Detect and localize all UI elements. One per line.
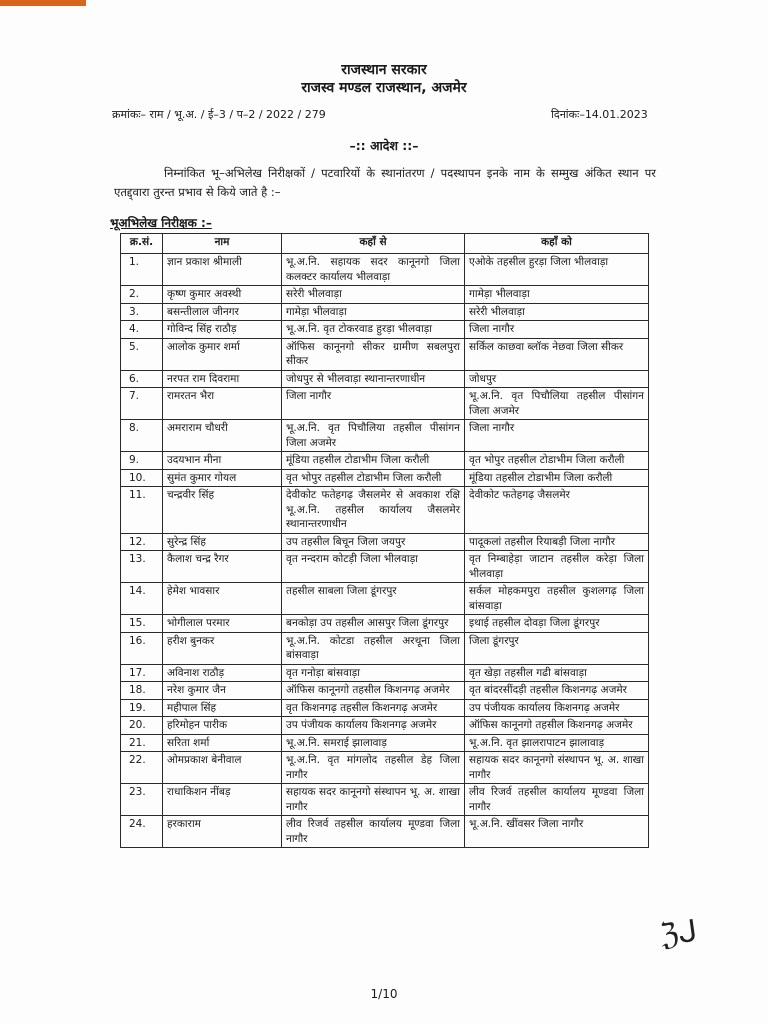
table-row	[121, 682, 649, 700]
section-title: भूअभिलेख निरीक्षक :–	[110, 216, 212, 230]
cell-to: सर्कल मोहकमपुरा तहसील कुशलगढ़ जिला बांसवाड़ा	[465, 583, 649, 615]
cell-from: मूंडिया तहसील टोडाभीम जिला करौली	[282, 452, 465, 470]
cell-from: गामेड़ा भीलवाड़ा	[282, 303, 465, 321]
table-row	[121, 816, 649, 848]
cell-to: मूंडिया तहसील टोडाभीम जिला करौली	[465, 469, 649, 487]
table-row	[121, 388, 649, 420]
cell-to: देवीकोट फतेहगढ़ जैसलमेर	[465, 487, 649, 534]
cell-name: आलोक कुमार शर्मा	[163, 338, 282, 370]
cell-sn: 21.	[121, 734, 163, 752]
reference-number: क्रमांकः– राम / भू.अ. / ई–3 / प–2 / 2022 / 279	[112, 108, 326, 121]
cell-from: देवीकोट फतेहगढ़ जैसलमेर से अवकाश रक्षि भू.अ.नि. तहसील कार्यालय जैसलमेर स्थानान्तरणाधीन	[282, 487, 465, 534]
cell-name: हरीश बुनकर	[163, 632, 282, 664]
table-row	[121, 664, 649, 682]
table-row	[121, 254, 649, 286]
cell-from: जिला नागौर	[282, 388, 465, 420]
cell-to: जिला नागौर	[465, 420, 649, 452]
cell-sn: 8.	[121, 420, 163, 452]
cell-name: कृष्ण कुमार अवस्थी	[163, 286, 282, 304]
table-row	[121, 469, 649, 487]
cell-sn: 2.	[121, 286, 163, 304]
cell-name: कैलाश चन्द्र रैगर	[163, 551, 282, 583]
cell-name: अविनाश राठौड़	[163, 664, 282, 682]
table-row	[121, 699, 649, 717]
header-name: नाम	[163, 234, 282, 254]
cell-sn: 10.	[121, 469, 163, 487]
cell-sn: 20.	[121, 717, 163, 735]
cell-to: वृत निम्बाहेड़ा जाटान तहसील करेड़ा जिला भीलवाड़ा	[465, 551, 649, 583]
cell-name: सरिता शर्मा	[163, 734, 282, 752]
cell-to: सरेरी भीलवाड़ा	[465, 303, 649, 321]
table-row	[121, 752, 649, 784]
cell-sn: 14.	[121, 583, 163, 615]
cell-name: नरेश कुमार जैन	[163, 682, 282, 700]
cell-to: भू.अ.नि. खींवसर जिला नागौर	[465, 816, 649, 848]
cell-sn: 6.	[121, 370, 163, 388]
govt-heading: राजस्थान सरकार	[341, 62, 427, 78]
top-edge-mark	[0, 0, 86, 6]
table-row	[121, 370, 649, 388]
cell-name: ओमप्रकाश बेनीवाल	[163, 752, 282, 784]
office-heading: राजस्व मण्डल राजस्थान, अजमेर	[301, 80, 467, 96]
cell-to: एओके तहसील हुरड़ा जिला भीलवाड़ा	[465, 254, 649, 286]
cell-sn: 15.	[121, 615, 163, 633]
table-row	[121, 286, 649, 304]
cell-to: जिला नागौर	[465, 321, 649, 339]
cell-to: वृत खेड़ा तहसील गढी बांसवाड़ा	[465, 664, 649, 682]
page-number: 1/10	[370, 987, 398, 1001]
table-row	[121, 615, 649, 633]
reference-date: दिनांकः–14.01.2023	[551, 108, 648, 121]
cell-sn: 5.	[121, 338, 163, 370]
cell-from: भू.अ.नि. कोटडा तहसील अरथूना जिला बांसवाड़ा	[282, 632, 465, 664]
cell-name: हरिमोहन पारीक	[163, 717, 282, 735]
cell-to: सहायक सदर कानूनगो संस्थापन भू. अ. शाखा नागौर	[465, 752, 649, 784]
cell-sn: 4.	[121, 321, 163, 339]
cell-sn: 12.	[121, 533, 163, 551]
cell-sn: 19.	[121, 699, 163, 717]
cell-from: वृत भोपुर तहसील टोडाभीम जिला करौली	[282, 469, 465, 487]
cell-sn: 13.	[121, 551, 163, 583]
table-row	[121, 303, 649, 321]
header-sn: क्र.सं.	[121, 234, 163, 254]
cell-from: वृत गनोड़ा बांसवाड़ा	[282, 664, 465, 682]
handwritten-initials: ℨᒍ	[657, 913, 700, 954]
cell-name: गोविन्द सिंह राठौड़	[163, 321, 282, 339]
cell-from: वृत नन्दराम कोटड़ी जिला भीलवाड़ा	[282, 551, 465, 583]
cell-name: सुमंत कुमार गोयल	[163, 469, 282, 487]
cell-sn: 3.	[121, 303, 163, 321]
table-row	[121, 533, 649, 551]
cell-from: भू.अ.नि. वृत पिचौलिया तहसील पीसांगन जिला अजमेर	[282, 420, 465, 452]
cell-sn: 18.	[121, 682, 163, 700]
table-row	[121, 717, 649, 735]
cell-name: महीपाल सिंह	[163, 699, 282, 717]
cell-sn: 22.	[121, 752, 163, 784]
cell-from: लीव रिजर्व तहसील कार्यालय मूण्डवा जिला नागौर	[282, 816, 465, 848]
cell-to: लीव रिजर्व तहसील कार्यालय मूण्डवा जिला नागौर	[465, 784, 649, 816]
cell-to: सर्किल काछवा ब्लॉक नेछवा जिला सीकर	[465, 338, 649, 370]
cell-name: सुरेन्द्र सिंह	[163, 533, 282, 551]
cell-to: जोधपुर	[465, 370, 649, 388]
cell-from: सरेरी भीलवाड़ा	[282, 286, 465, 304]
header-to: कहाँ को	[465, 234, 649, 254]
cell-to: उप पंजीयक कार्यालय किशनगढ़ अजमेर	[465, 699, 649, 717]
cell-name: चन्द्रवीर सिंह	[163, 487, 282, 534]
cell-name: भोगीलाल परमार	[163, 615, 282, 633]
cell-sn: 16.	[121, 632, 163, 664]
cell-from: तहसील साबला जिला डूंगरपुर	[282, 583, 465, 615]
table-row	[121, 551, 649, 583]
cell-to: वृत बांदरसींदड़ी तहसील किशनगढ़ अजमेर	[465, 682, 649, 700]
cell-from: भू.अ.नि. सहायक सदर कानूनगो जिला कलक्टर कार्यालय भीलवाड़ा	[282, 254, 465, 286]
cell-name: राधाकिशन नींबड़	[163, 784, 282, 816]
cell-from: उप पंजीयक कार्यालय किशनगढ़ अजमेर	[282, 717, 465, 735]
cell-from: उप तहसील बिचून जिला जयपुर	[282, 533, 465, 551]
order-title: –:: आदेश ::–	[349, 138, 419, 153]
cell-sn: 9.	[121, 452, 163, 470]
cell-sn: 17.	[121, 664, 163, 682]
cell-sn: 23.	[121, 784, 163, 816]
table-row	[121, 338, 649, 370]
transfer-table	[120, 233, 649, 848]
cell-name: हेमेश भावसार	[163, 583, 282, 615]
cell-name: अमराराम चौधरी	[163, 420, 282, 452]
table-row	[121, 632, 649, 664]
cell-from: भू.अ.नि. समराई झालावाड़	[282, 734, 465, 752]
table-row	[121, 321, 649, 339]
table-row	[121, 583, 649, 615]
intro-paragraph: निम्नांकित भू–अभिलेख निरीक्षकों / पटवारियों के स्थानांतरण / पदस्थापन इनके नाम के सम्मुख अंकित स्थान पर एतद्द्वारा तुरन्त प्रभाव से किये जाते है :–	[114, 166, 656, 199]
header-from: कहाँ से	[282, 234, 465, 254]
cell-name: बसन्तीलाल जीनगर	[163, 303, 282, 321]
table-row	[121, 734, 649, 752]
cell-from: भू.अ.नि. वृत मांगलोद तहसील डेह जिला नागौर	[282, 752, 465, 784]
cell-from: ऑफिस कानूनगो तहसील किशनगढ़ अजमेर	[282, 682, 465, 700]
table-row	[121, 487, 649, 534]
cell-from: भू.अ.नि. वृत टोकरवाड हुरड़ा भीलवाड़ा	[282, 321, 465, 339]
cell-from: सहायक सदर कानूनगो संस्थापन भू. अ. शाखा नागौर	[282, 784, 465, 816]
cell-to: गामेड़ा भीलवाड़ा	[465, 286, 649, 304]
cell-name: ज्ञान प्रकाश श्रीमाली	[163, 254, 282, 286]
table-header-row	[121, 234, 649, 254]
cell-from: बनकोड़ा उप तहसील आसपुर जिला डूंगरपुर	[282, 615, 465, 633]
cell-to: पादूकलां तहसील रियाबड़ी जिला नागौर	[465, 533, 649, 551]
table-row	[121, 452, 649, 470]
cell-sn: 24.	[121, 816, 163, 848]
cell-name: रामरतन भैरा	[163, 388, 282, 420]
cell-from: जोधपुर से भीलवाड़ा स्थानान्तरणाधीन	[282, 370, 465, 388]
cell-name: हरकाराम	[163, 816, 282, 848]
cell-to: जिला डूंगरपुर	[465, 632, 649, 664]
cell-from: ऑफिस कानूनगो सीकर ग्रामीण सबलपुरा सीकर	[282, 338, 465, 370]
cell-sn: 7.	[121, 388, 163, 420]
table-row	[121, 784, 649, 816]
cell-to: ऑफिस कानूनगो तहसील किशनगढ़ अजमेर	[465, 717, 649, 735]
cell-sn: 1.	[121, 254, 163, 286]
cell-name: नरपत राम दिवरामा	[163, 370, 282, 388]
cell-name: उदयभान मीना	[163, 452, 282, 470]
cell-sn: 11.	[121, 487, 163, 534]
cell-to: इथाई तहसील दोवड़ा जिला डूंगरपुर	[465, 615, 649, 633]
cell-to: भू.अ.नि. वृत झालरापाटन झालावाड़	[465, 734, 649, 752]
table-row	[121, 420, 649, 452]
cell-to: वृत भोपुर तहसील टोडाभीम जिला करौली	[465, 452, 649, 470]
cell-to: भू.अ.नि. वृत पिचौलिया तहसील पीसांगन जिला अजमेर	[465, 388, 649, 420]
cell-from: वृत किशनगढ़ तहसील किशनगढ़ अजमेर	[282, 699, 465, 717]
